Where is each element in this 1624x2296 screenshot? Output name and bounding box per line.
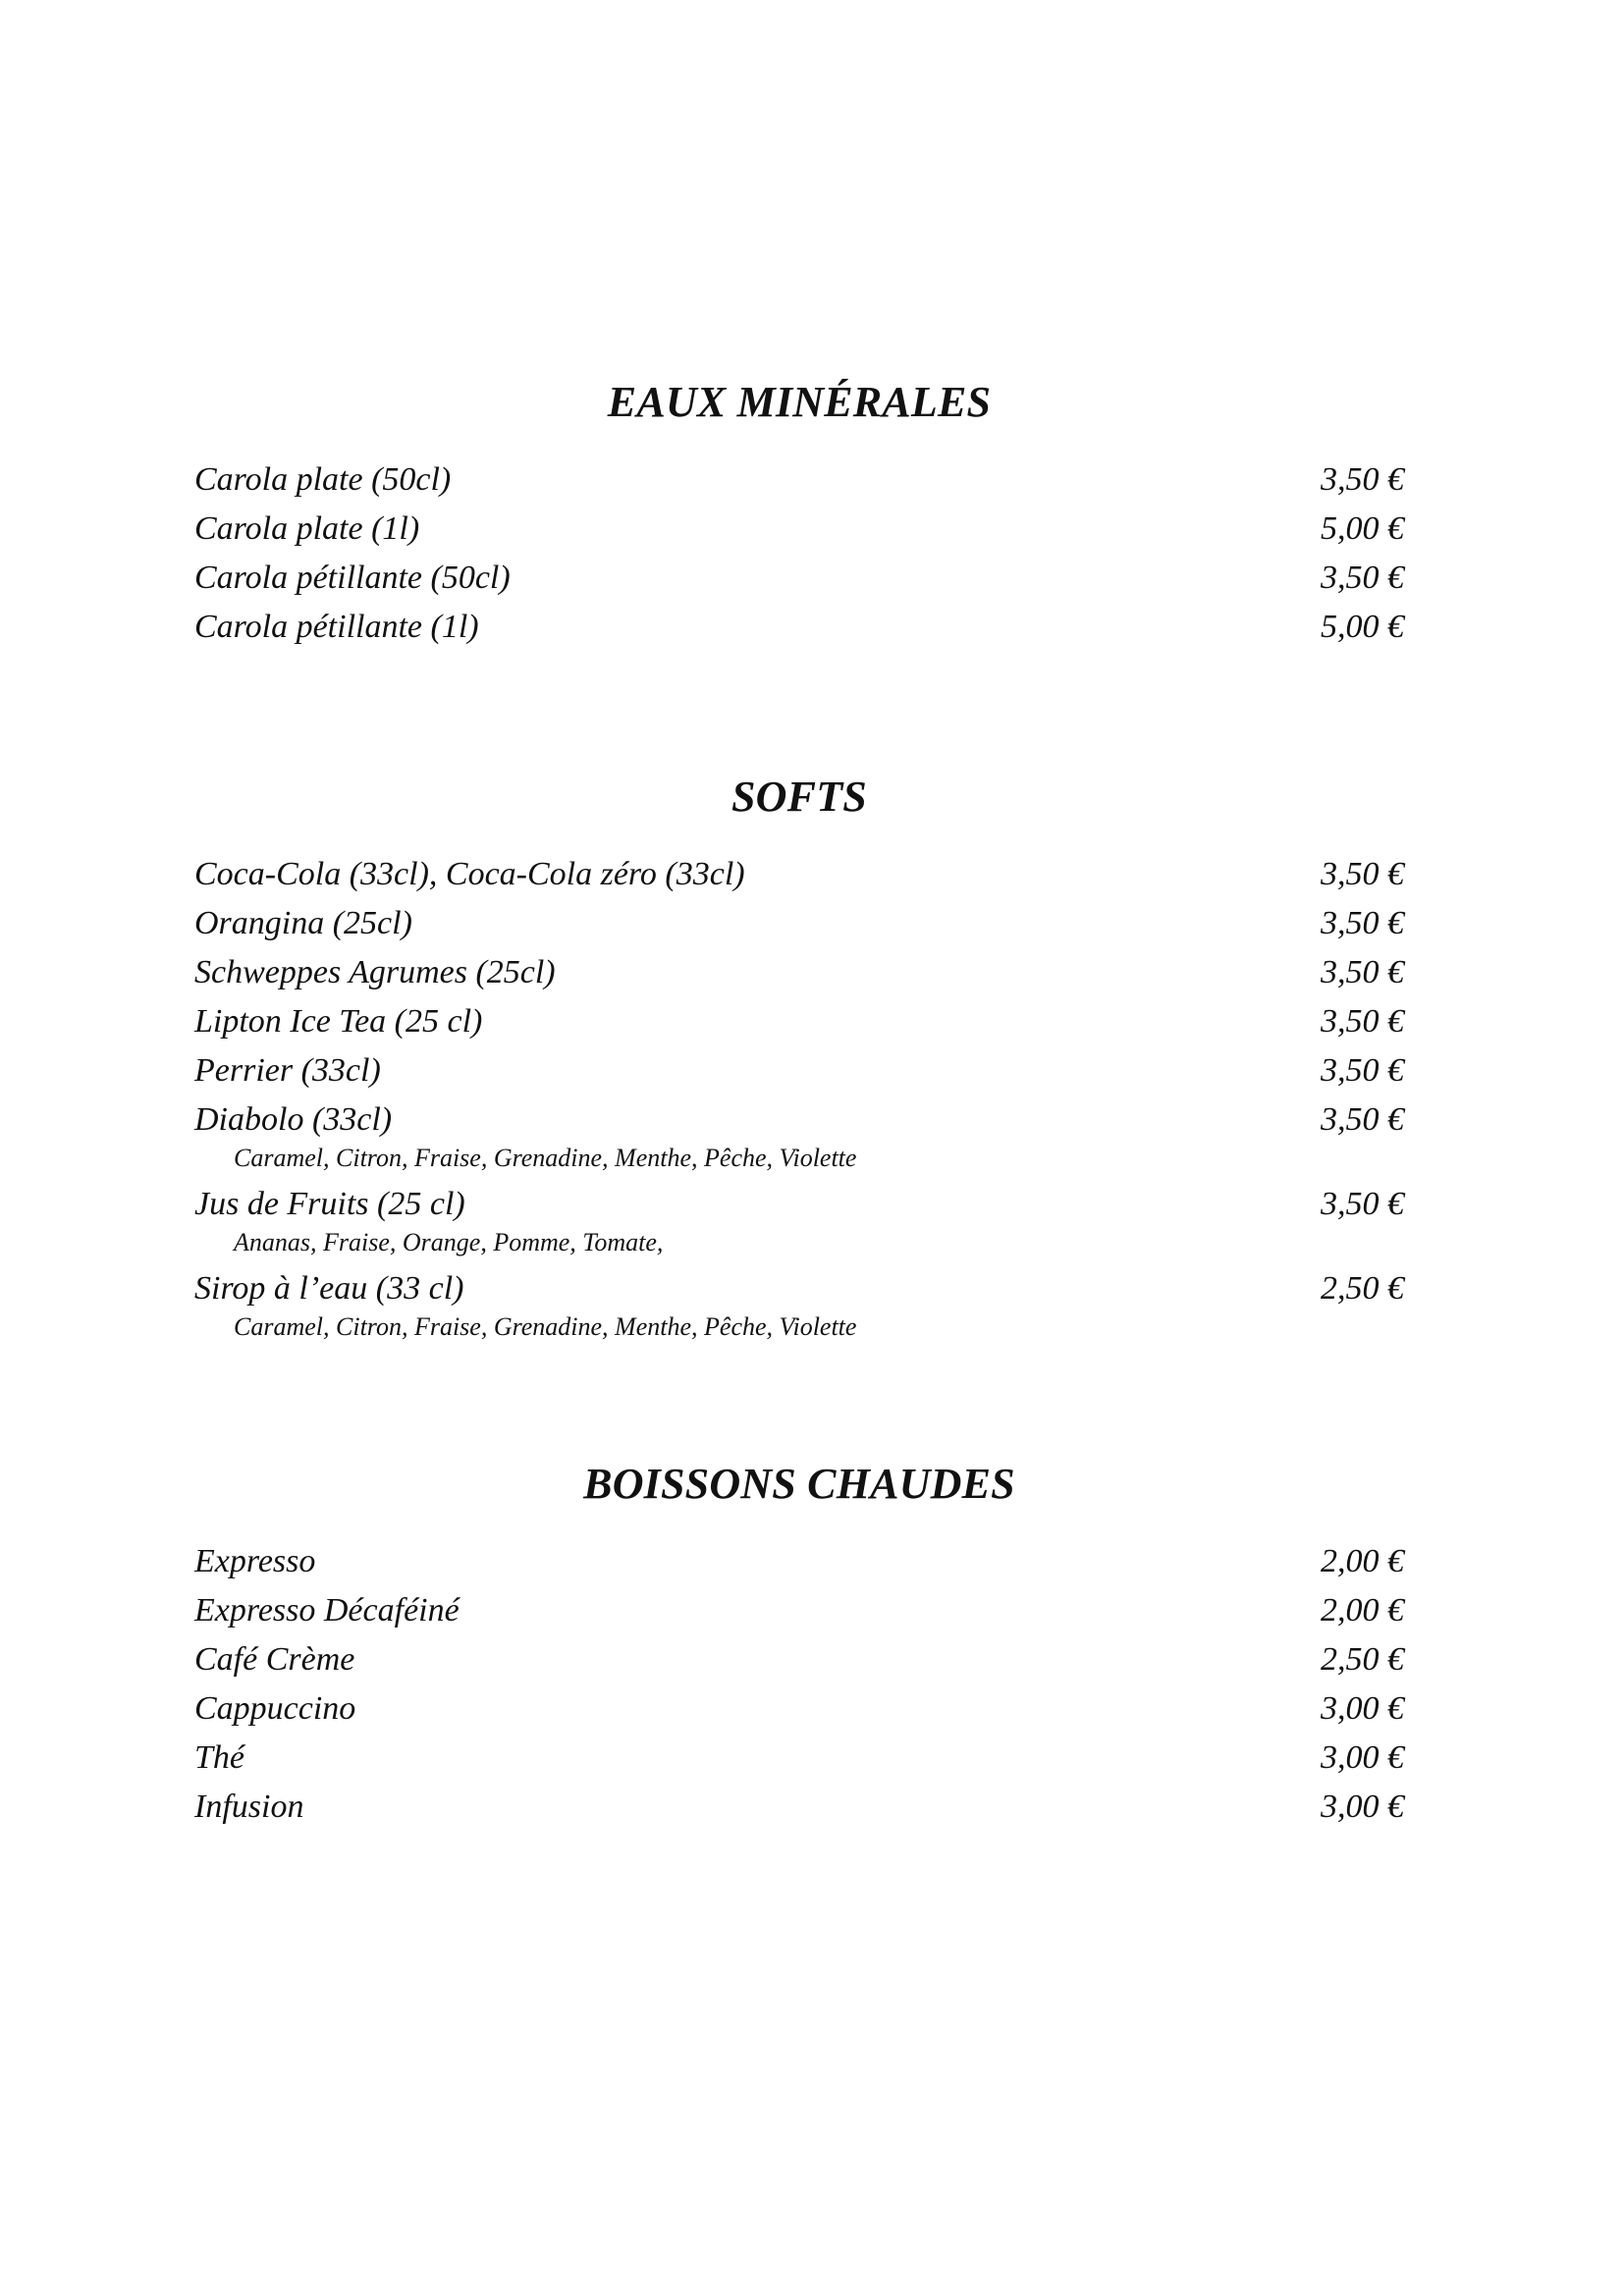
item-name: Thé xyxy=(194,1739,244,1776)
menu-item xyxy=(194,554,1404,603)
item-price: 3,50 € xyxy=(1321,560,1404,596)
item-flavours: Caramel, Citron, Fraise, Grenadine, Menthe, Pêche, Violette xyxy=(234,1144,857,1172)
item-name: Café Crème xyxy=(194,1641,355,1678)
item-name: Jus de Fruits (25 cl) xyxy=(194,1186,465,1222)
item-name: Coca-Cola (33cl), Coca-Cola zéro (33cl) xyxy=(194,856,745,892)
item-flavours: Ananas, Fraise, Orange, Pomme, Tomate, xyxy=(234,1228,664,1256)
menu-item xyxy=(194,1635,1404,1684)
item-price: 3,50 € xyxy=(1321,856,1404,892)
item-price: 2,50 € xyxy=(1321,1641,1404,1678)
item-name: Sirop à l’eau (33 cl) xyxy=(194,1270,464,1307)
drinks-menu xyxy=(194,373,1404,1832)
item-flavours: Caramel, Citron, Fraise, Grenadine, Menthe, Pêche, Violette xyxy=(234,1312,857,1341)
menu-item xyxy=(194,455,1404,505)
item-name: Cappuccino xyxy=(194,1690,356,1727)
menu-item xyxy=(194,899,1404,948)
menu-item xyxy=(194,1537,1404,1586)
menu-item xyxy=(194,1586,1404,1635)
item-name: Infusion xyxy=(194,1789,304,1825)
menu-item xyxy=(194,1264,1404,1313)
item-name: Carola pétillante (1l) xyxy=(194,609,479,645)
menu-item xyxy=(194,1095,1404,1145)
menu-item xyxy=(194,603,1404,652)
item-price: 2,00 € xyxy=(1321,1543,1404,1579)
item-name: Carola pétillante (50cl) xyxy=(194,560,511,596)
menu-item xyxy=(194,505,1404,554)
item-price: 3,00 € xyxy=(1321,1739,1404,1776)
item-price: 5,00 € xyxy=(1321,609,1404,645)
item-price: 3,50 € xyxy=(1321,1052,1404,1089)
item-name: Schweppes Agrumes (25cl) xyxy=(194,954,556,990)
section-title-boissons-chaudes: BOISSONS CHAUDES xyxy=(583,1460,1015,1508)
menu-item xyxy=(194,1180,1404,1229)
section-title-softs: SOFTS xyxy=(731,773,867,821)
item-price: 2,50 € xyxy=(1321,1270,1404,1307)
menu-item xyxy=(194,997,1404,1046)
item-name: Diabolo (33cl) xyxy=(194,1101,393,1138)
item-name: Orangina (25cl) xyxy=(194,905,412,941)
item-price: 2,00 € xyxy=(1321,1592,1404,1629)
section-title-eaux-minerales: EAUX MINÉRALES xyxy=(607,378,992,426)
item-price: 3,50 € xyxy=(1321,1101,1404,1138)
item-price: 3,50 € xyxy=(1321,461,1404,498)
item-name: Expresso xyxy=(194,1543,316,1579)
item-price: 3,50 € xyxy=(1321,1186,1404,1222)
item-price: 3,50 € xyxy=(1321,1003,1404,1040)
menu-item xyxy=(194,850,1404,899)
item-name: Carola plate (1l) xyxy=(194,510,420,547)
menu-item xyxy=(194,1783,1404,1832)
menu-item xyxy=(194,1734,1404,1783)
menu-item xyxy=(194,1684,1404,1734)
section-eaux-minerales xyxy=(194,373,1404,652)
section-softs xyxy=(194,768,1404,1345)
item-name: Perrier (33cl) xyxy=(194,1052,381,1089)
item-name: Carola plate (50cl) xyxy=(194,461,452,498)
menu-item xyxy=(194,948,1404,997)
item-price: 3,00 € xyxy=(1321,1690,1404,1727)
item-price: 3,50 € xyxy=(1321,954,1404,990)
item-name: Expresso Décaféiné xyxy=(194,1592,460,1629)
item-price: 3,00 € xyxy=(1321,1789,1404,1825)
item-price: 5,00 € xyxy=(1321,510,1404,547)
item-name: Lipton Ice Tea (25 cl) xyxy=(194,1003,483,1040)
section-boissons-chaudes xyxy=(194,1455,1404,1832)
menu-item xyxy=(194,1046,1404,1095)
item-price: 3,50 € xyxy=(1321,905,1404,941)
